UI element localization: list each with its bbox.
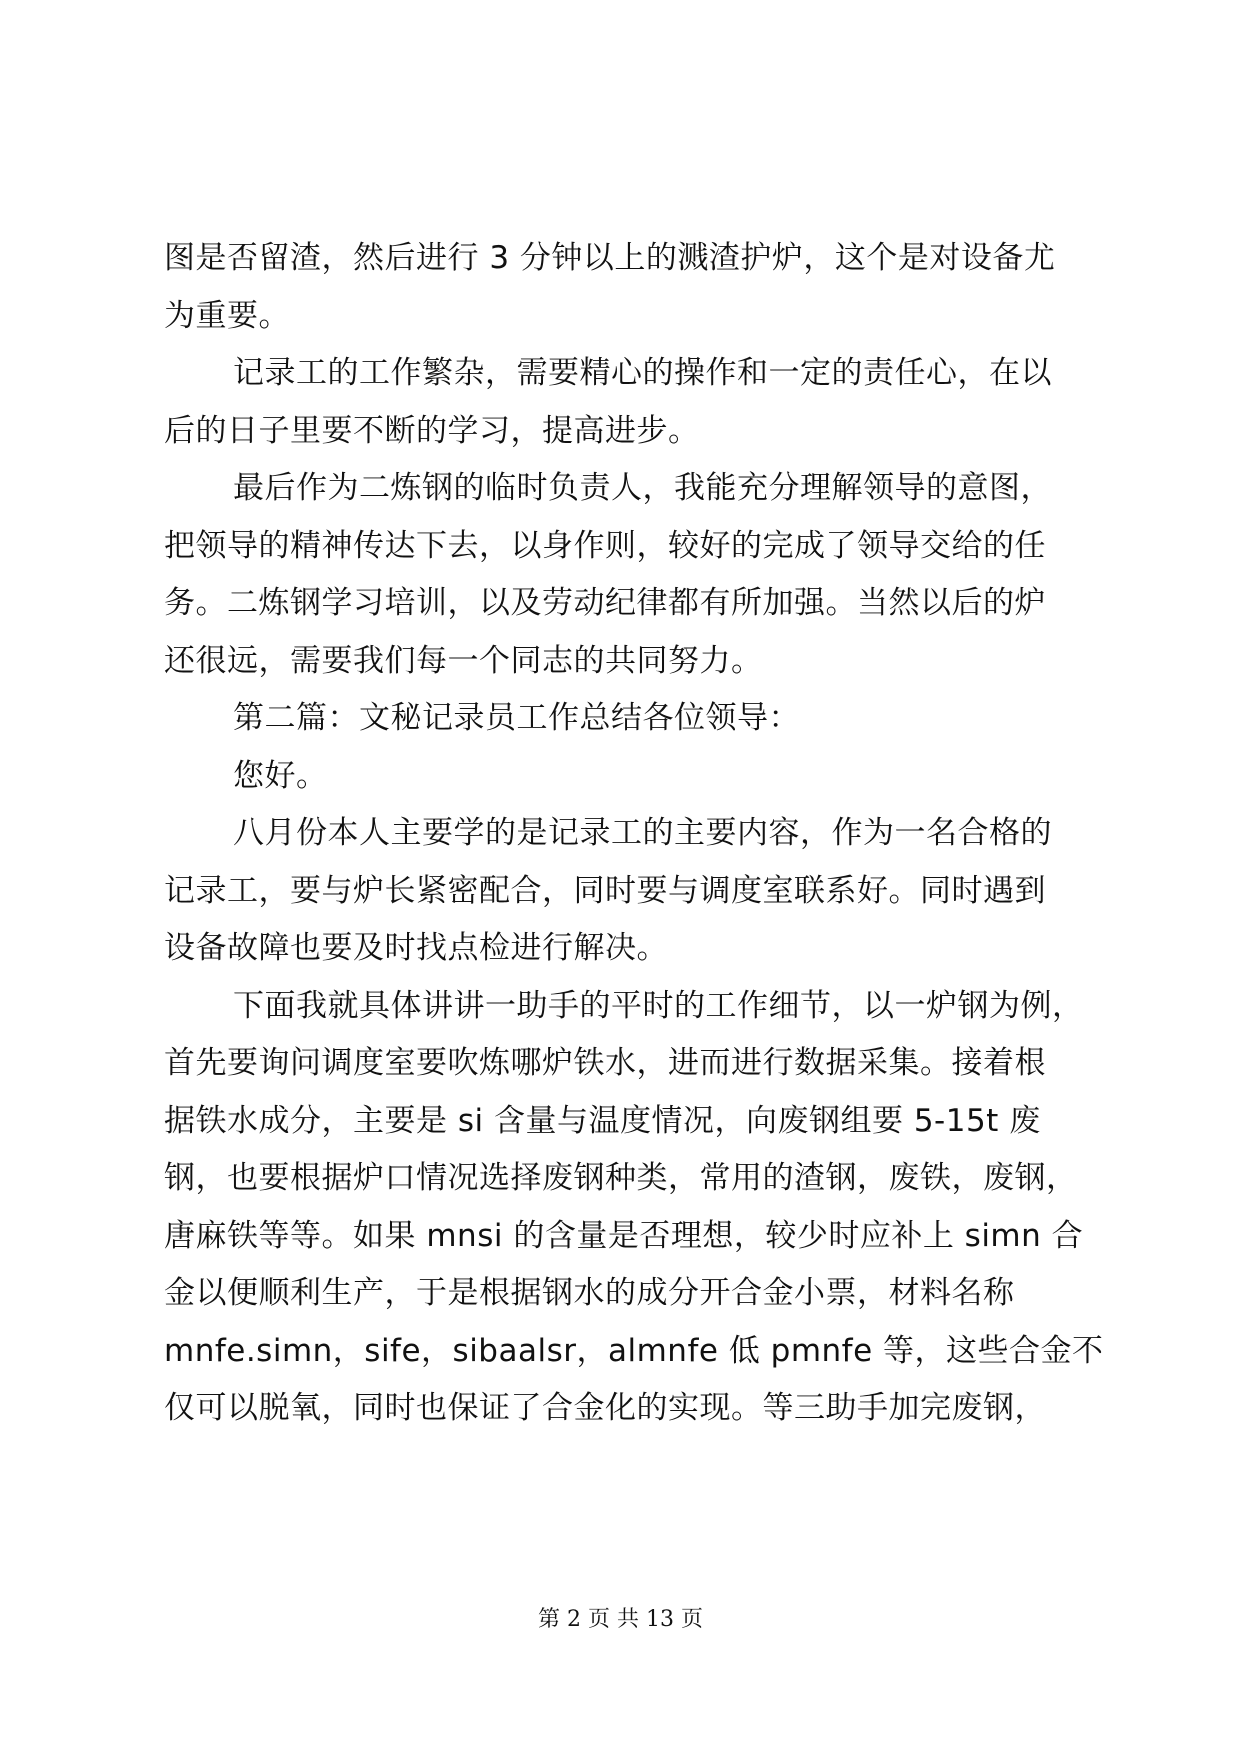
page-number-footer: 第 2 页 共 13 页 (538, 1607, 703, 1632)
paragraph-first-line: 最后作为二炼钢的临时负责人，我能充分理解领导的意图， (233, 470, 1052, 506)
text-line: 图是否留渣，然后进行 3 分钟以上的溅渣护炉，这个是对设备尤 (164, 240, 1056, 276)
text-line: mnfe.simn，sife，sibaalsr，almnfe 低 pmnfe 等，这些合金不 (164, 1332, 1104, 1369)
text-line: 记录工，要与炉长紧密配合，同时要与调度室联系好。同时遇到 (164, 872, 1046, 909)
text-line: 据铁水成分，主要是 si 含量与温度情况，向废钢组要 5-15t 废 (164, 1102, 1041, 1139)
text-line: 首先要询问调度室要吹炼哪炉铁水，进而进行数据采集。接着根 (164, 1045, 1046, 1081)
paragraph-first-line: 下面我就具体讲讲一助手的平时的工作细节，以一炉钢为例， (233, 987, 1084, 1024)
text-line: 务。二炼钢学习培训，以及劳动纪律都有所加强。当然以后的炉 (164, 585, 1046, 621)
text-line: 唐麻铁等等。如果 mnsi 的含量是否理想，较少时应补上 simn 合 (164, 1217, 1084, 1254)
text-line: 金以便顺利生产，于是根据钢水的成分开合金小票，材料名称 (164, 1275, 1015, 1311)
text-line: 把领导的精神传达下去，以身作则，较好的完成了领导交给的任 (164, 527, 1046, 564)
text-line: 设备故障也要及时找点检进行解决。 (164, 930, 668, 966)
section-heading: 第二篇：文秘记录员工作总结各位领导： (233, 700, 800, 736)
paragraph-first-line: 八月份本人主要学的是记录工的主要内容，作为一名合格的 (233, 815, 1052, 851)
text-line: 还很远，需要我们每一个同志的共同努力。 (164, 642, 763, 679)
document-body (164, 230, 1104, 1438)
greeting-line: 您好。 (233, 757, 328, 794)
text-line: 为重要。 (164, 297, 290, 334)
text-line: 仅可以脱氧，同时也保证了合金化的实现。等三助手加完废钢， (164, 1390, 1046, 1426)
paragraph-first-line: 记录工的工作繁杂，需要精心的操作和一定的责任心，在以 (233, 355, 1052, 391)
text-line: 后的日子里要不断的学习，提高进步。 (164, 412, 700, 449)
text-line: 钢，也要根据炉口情况选择废钢种类，常用的渣钢，废铁，废钢， (164, 1160, 1078, 1196)
